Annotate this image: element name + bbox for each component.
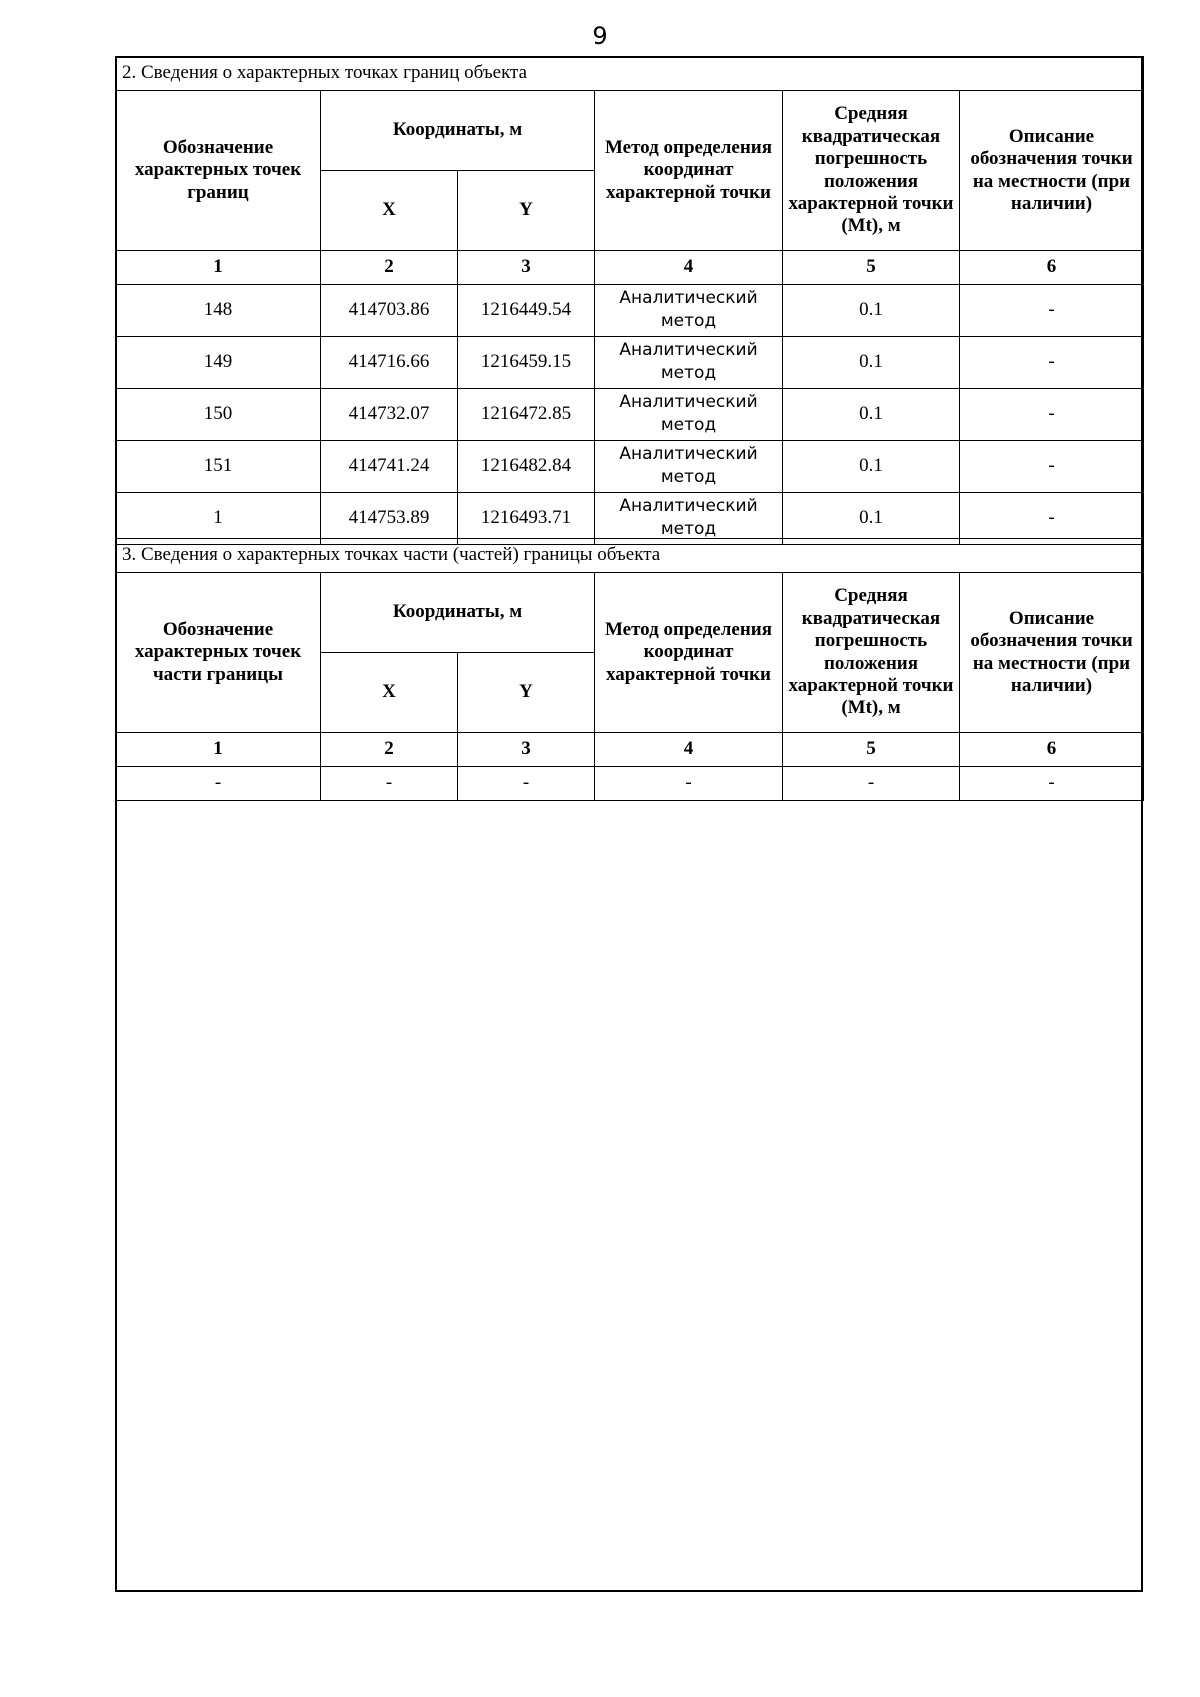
method-cell: Аналитический метод [595,285,783,337]
error-cell: 0.1 [783,441,960,493]
column-numbers-row [116,733,1144,767]
column-number: 2 [321,733,458,767]
column-number: 2 [321,251,458,285]
column-number: 1 [116,251,321,285]
column-number: 6 [960,251,1144,285]
description-cell: - [960,767,1144,801]
point-cell: 148 [116,285,321,337]
column-number: 3 [458,733,595,767]
column-number: 5 [783,251,960,285]
column-number: 6 [960,733,1144,767]
y-cell: 1216449.54 [458,285,595,337]
x-cell: - [321,767,458,801]
header-method: Метод определения координат характерной точки [595,573,783,733]
y-cell: 1216459.15 [458,337,595,389]
column-number: 3 [458,251,595,285]
y-cell: 1216493.71 [458,493,595,545]
x-cell: 414732.07 [321,389,458,441]
method-cell: Аналитический метод [595,337,783,389]
header-y: Y [458,171,595,251]
error-cell: 0.1 [783,389,960,441]
x-cell: 414703.86 [321,285,458,337]
x-cell: 414753.89 [321,493,458,545]
column-number: 4 [595,733,783,767]
method-cell: Аналитический метод [595,441,783,493]
point-cell: - [116,767,321,801]
column-number: 1 [116,733,321,767]
table-row [116,441,1144,493]
header-error: Средняя квадратическая погрешность положения характерной точки (Mt), м [783,91,960,251]
header-error: Средняя квадратическая погрешность положения характерной точки (Mt), м [783,573,960,733]
y-cell: 1216482.84 [458,441,595,493]
header-coordinates: Координаты, м [321,573,595,653]
error-cell: 0.1 [783,337,960,389]
column-number: 5 [783,733,960,767]
header-description: Описание обозначения точки на местности (при наличии) [960,573,1144,733]
method-cell: - [595,767,783,801]
table-row [116,493,1144,545]
header-description: Описание обозначения точки на местности (при наличии) [960,91,1144,251]
column-numbers-row [116,251,1144,285]
table-row [116,767,1144,801]
column-number: 4 [595,251,783,285]
header-x: X [321,171,458,251]
part-boundary-points-table [115,538,1144,801]
description-cell: - [960,441,1144,493]
header-designation: Обозначение характерных точек границ [116,91,321,251]
method-cell: Аналитический метод [595,389,783,441]
header-designation: Обозначение характерных точек части границы [116,573,321,733]
x-cell: 414741.24 [321,441,458,493]
section-title: 3. Сведения о характерных точках части (частей) границы объекта [116,539,1144,573]
y-cell: - [458,767,595,801]
header-x: X [321,653,458,733]
point-cell: 150 [116,389,321,441]
point-cell: 1 [116,493,321,545]
section-title: 2. Сведения о характерных точках границ объекта [116,57,1144,91]
x-cell: 414716.66 [321,337,458,389]
error-cell: - [783,767,960,801]
description-cell: - [960,493,1144,545]
description-cell: - [960,337,1144,389]
table-row [116,337,1144,389]
error-cell: 0.1 [783,285,960,337]
boundary-points-table [115,56,1144,545]
y-cell: 1216472.85 [458,389,595,441]
point-cell: 151 [116,441,321,493]
point-cell: 149 [116,337,321,389]
page-number: 9 [592,22,608,50]
header-y: Y [458,653,595,733]
error-cell: 0.1 [783,493,960,545]
table-row [116,285,1144,337]
method-cell: Аналитический метод [595,493,783,545]
description-cell: - [960,285,1144,337]
description-cell: - [960,389,1144,441]
header-method: Метод определения координат характерной точки [595,91,783,251]
header-coordinates: Координаты, м [321,91,595,171]
table-row [116,389,1144,441]
